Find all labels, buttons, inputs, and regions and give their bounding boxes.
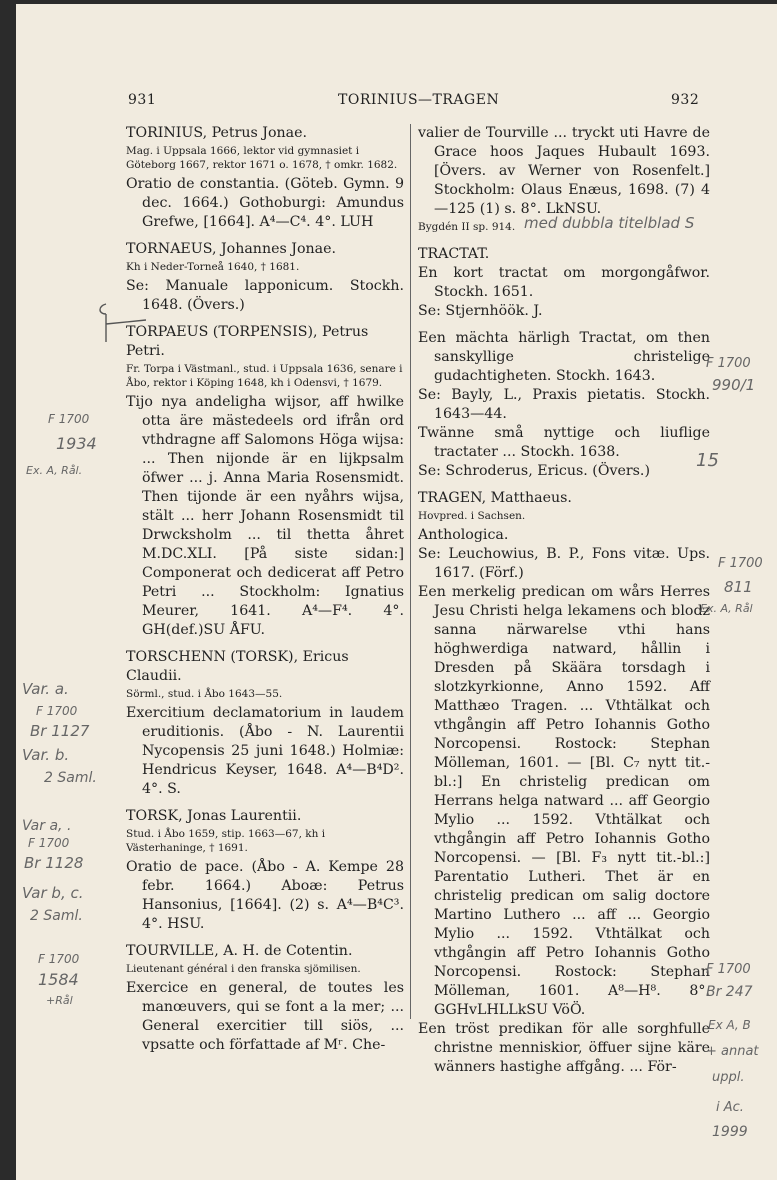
book-page (16, 4, 777, 1180)
bibliographic-entry: Een mächta härligh Tractat, om then sanskyllige christelige gudachtigheten. Stockh. 1643. (418, 330, 710, 384)
bibliographic-entry: Se: Bayly, L., Praxis pietatis. Stockh. 1643—44. (418, 387, 710, 422)
bibliographic-entry: Exercice en general, de toutes les manœuvers, qui se font a la mer; ... General exercitier till siös, ... vpsatte och författade af Mʳ. Che- (126, 980, 404, 1053)
handwritten-note: 1584 (38, 970, 79, 989)
entry-spacer (126, 315, 404, 323)
handwritten-note: F 1700 (36, 704, 78, 718)
entry-spacer (418, 481, 710, 489)
biographical-note: Lieutenant général i den franska sjömilisen. (126, 963, 361, 975)
handwritten-note: Var. b. (22, 746, 70, 764)
entry-spacer (126, 934, 404, 942)
handwritten-note: uppl. (712, 1070, 745, 1085)
column-divider (410, 124, 411, 1019)
author-heading: TORSK, Jonas Laurentii. (126, 808, 302, 824)
bibliographic-entry: Oratio de pace. (Åbo - A. Kempe 28 febr. 1664.) Aboæ: Petrus Hansonius, [1664]. (2) s. A⁴—B⁴C³. 4°. HSU. (126, 859, 404, 932)
biographical-note: Stud. i Åbo 1659, stip. 1663—67, kh i Västerhaninge, † 1691. (126, 828, 326, 854)
running-title: TORINIUS—TRAGEN (338, 92, 500, 108)
bibliographic-entry: Se: Manuale lapponicum. Stockh. 1648. (Övers.) (126, 278, 404, 313)
entry-spacer (126, 799, 404, 807)
handwritten-note: Ex. A, Rål. (26, 464, 83, 477)
handwritten-note: F 1700 (38, 952, 80, 966)
handwritten-note: 811 (724, 578, 753, 596)
author-heading: TOURVILLE, A. H. de Cotentin. (126, 943, 353, 959)
bibliographic-entry: Een merkelig predican om wårs Herres Jesu Christi helga lekamens och blodz sanna närwarelse vthi hans höghwerdiga natward, hållin i Dresden på Skäära torsdagh i slotzkyrkionne, Anno 1592. Aff Matthæo Tragen. ... Vthtälkat och vthgångin aff Petro Iohannis Gotho Norcopensi. Rostock: Stephan Mölleman, 1601. — [Bl. C₇ nytt tit.-bl.:] En christelig predican om Herrans helga natward ... aff Georgio Mylio ... 1592. Vthtälkat och vthgångin aff Petro Iohannis Gotho Norcopensi. — [Bl. F₃ nytt tit.-bl.:] Parentatio Lutheri. Thet är en christelig predican om salig doctore Martino Luthero ... aff ... Georgio Mylio ... 1592. Vthtälkat och vthgångin aff Petro Iohannis Gotho Norcopensi. Rostock: Stephan Mölleman, 1601. A⁸—H⁸. 8°. GGHvLHLLkSU VöÖ. (418, 584, 710, 1018)
handwritten-note: Br 1128 (24, 854, 84, 872)
bibliographic-entry: Tijo nya andeligha wijsor, aff hwilke otta äre mästedeels ord ifrån ord vthdragne aff Salomons Höga wijsa: ... Then nijonde är en lijkpsalm öfwer ... j. Anna Maria Rosensmidt. Then tijonde är een nyåhrs wijsa, stält ... herr Johann Rosensmidt til Drwcksholm ... til thetta åhret M.DC.XLI. [På siste sidan:] Componerat och dedicerat aff Petro Petri ... Stockholm: Ignatius Meurer, 1641. A⁴—F⁴. 4°. GH(def.)SU ÅFU. (126, 394, 404, 638)
handwritten-note: 990/1 (712, 376, 756, 394)
bibliographic-entry: valier de Tourville ... tryckt uti Havre de Grace hoos Jaques Hubault 1693. [Övers. av Werner von Rosenfelt.] Stockholm: Olaus Enæus, 1698. (7) 4—125 (1) s. 8°. LkNSU. (418, 125, 710, 217)
bibliographic-entry: Anthologica. (418, 527, 509, 543)
handwritten-note: Ex A, B (708, 1018, 751, 1032)
entry-spacer (418, 237, 710, 245)
bibliographic-entry: En kort tractat om morgongåfwor. Stockh. 1651. (418, 265, 710, 300)
handwritten-note: F 1700 (706, 356, 751, 371)
handwritten-note: Var. a. (22, 680, 69, 698)
handwritten-note: +Rål (46, 994, 73, 1007)
bibliographic-entry: Se: Leuchowius, B. P., Fons vitæ. Ups. 1617. (Förf.) (418, 546, 710, 581)
handwritten-note: Br 247 (706, 984, 753, 1000)
bibliographic-entry: Een tröst predikan för alle sorghfulle christne menniskior, öffuer sijne käre wänners hastighe affgång. ... För- (418, 1021, 710, 1075)
author-heading: TRAGEN, Matthaeus. (418, 490, 572, 506)
handwritten-note: 2 Saml. (30, 908, 83, 924)
author-heading: TORINIUS, Petrus Jonae. (126, 125, 308, 141)
entry-spacer (126, 640, 404, 648)
bibliographic-entry: Twänne små nyttige och liuflige tractater ... Stockh. 1638. (418, 425, 710, 460)
biographical-note: Sörml., stud. i Åbo 1643—55. (126, 688, 283, 700)
handwritten-note: med dubbla titelblad S (524, 214, 695, 232)
bibliographic-entry: Oratio de constantia. (Göteb. Gymn. 9 dec. 1664.) Gothoburgi: Amundus Grefwe, [1664]. A⁴—C⁴. 4°. LUH (126, 176, 404, 230)
handwritten-note: Ex. A, Rål (700, 602, 753, 615)
left-page-number: 931 (128, 92, 157, 108)
biographical-note: Hovpred. i Sachsen. (418, 510, 526, 522)
left-column (126, 124, 404, 1055)
author-heading: TRACTAT. (418, 246, 490, 262)
bibliographic-entry: Exercitium declamatorium in laudem eruditionis. (Åbo - N. Laurentii Nycopensis 25 juni 1648.) Holmiæ: Hendricus Keyser, 1648. A⁴—B⁴D². 4°. S. (126, 705, 404, 797)
biographical-note: Fr. Torpa i Västmanl., stud. i Uppsala 1636, senare i Åbo, rektor i Köping 1648, kh i Odensvi, † 1679. (126, 363, 403, 389)
handwritten-note: Var a, . (22, 818, 72, 834)
author-heading: TORSCHENN (TORSK), Ericus Claudii. (126, 649, 349, 684)
biographical-note: Kh i Neder-Torneå 1640, † 1681. (126, 261, 300, 273)
pencil-bracket-mark (94, 300, 146, 344)
author-heading: TORPAEUS (TORPENSIS), Petrus Petri. (126, 324, 369, 359)
handwritten-note: F 1700 (28, 836, 70, 850)
handwritten-note: F 1700 (48, 412, 90, 426)
biographical-note: Bygdén II sp. 914. (418, 221, 516, 233)
handwritten-note: F 1700 (706, 962, 751, 977)
bibliographic-entry: Se: Schroderus, Ericus. (Övers.) (418, 463, 650, 479)
handwritten-note: F 1700 (718, 556, 763, 571)
handwritten-note: 15 (696, 450, 719, 471)
handwritten-note: 2 Saml. (44, 770, 97, 786)
handwritten-note: + annat (706, 1044, 759, 1059)
handwritten-note: Var b, c. (22, 884, 84, 902)
bibliographic-entry: Se: Stjernhöök. J. (418, 303, 543, 319)
right-page-number: 932 (671, 92, 700, 108)
entry-spacer (418, 321, 710, 329)
right-column (418, 124, 710, 1077)
handwritten-note: 1934 (56, 434, 97, 453)
handwritten-note: 1999 (712, 1124, 748, 1140)
handwritten-note: Br 1127 (30, 722, 90, 740)
author-heading: TORNAEUS, Johannes Jonae. (126, 241, 336, 257)
biographical-note: Mag. i Uppsala 1666, lektor vid gymnasiet i Göteborg 1667, rektor 1671 o. 1678, † omkr. 1682. (126, 145, 398, 171)
handwritten-note: i Ac. (716, 1100, 744, 1115)
entry-spacer (126, 232, 404, 240)
